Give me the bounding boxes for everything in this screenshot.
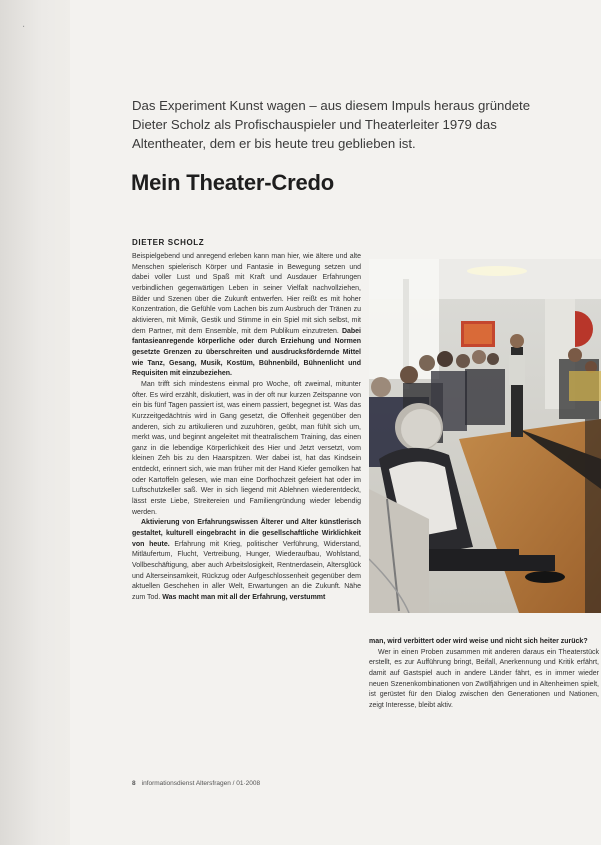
paragraph-3-end-bold: Was macht man mit all der Erfahrung, verstummt: [162, 594, 326, 601]
scan-margin-left: [0, 0, 70, 845]
page-footer: [132, 780, 260, 787]
right-lead: [369, 637, 599, 648]
paragraph-2: Man trifft sich mindestens einmal pro Woche, oft zweimal, mitunter öfter. Es wird erzählt, diskutiert, was in der oft nur kurzen Zeitspanne von ein bis fünf Tagen passiert ist, was einem passiert, begegnet ist. Was das Kurzzeitgedächtnis wird in Gang gesetzt, die Offenheit gegenüber den anderen, sich zu artikulieren und zuzuhören, geübt, man fühlt sich um, merkt was, und beginnt angeleitet mit theatralischem Training, das einen ganz in die lebendige Körperlichkeit des Hier und Jetzt versetzt, vom kleinen Zeh bis zu den Haarspitzen. Wer dabei ist, hat das Kindsein entdeckt, erinnert sich, wie man früher mit der Hand Kiefer gemolken hat oder Kartoffeln gelesen, wie man eine Dorfhochzeit gefeiert hat oder im Luftschutzkeller saß. Wer in sich liegend mit Ablehnen wiederentdeckt, lässt erste Liebe, Streitereien und Familiengründung wieder lebendig werden.: [132, 380, 361, 516]
paragraph-3-bold: Aktivierung von Erfahrungswissen Älterer und Alter künstlerisch gestaltet, kulturell eingebracht in die gesellschaftliche Wirklichkeit von heute.: [132, 519, 361, 548]
photo-illustration: [369, 259, 601, 613]
paragraph-1-bold: Dabei fantasieanregende körperliche oder durch Erziehung und Normen gesetzte Grenzen zu überschreiten und ausdrucksfördernde Mittel wie Tanz, Gesang, Musik, Kostüm, Bühnenbild, Bühnenlicht und Requisiten mit einzubeziehen.: [132, 327, 361, 378]
article-column-left: [132, 252, 361, 740]
paragraph-3: Aktivierung von Erfahrungswissen Älterer und Alter künstlerisch gestaltet, kulturell eingebracht in die gesellschaftliche Wirklichkeit von heute. Erfahrung mit Krieg, politischer Verführung, Widerstand, Mitläufertum, Flucht, Vertreibung, Hunger, Wiederaufbau, Wohlstand, Vollbeschäftigung, aber auch Arbeitslosigkeit, Rentnerdasein, Altersglück und Alterseinsamkeit, Rückzug oder Aufgeschlossenheit gegenüber dem aktuellen Geschehen in aller Welt, Erwartungen an die Zukunft. Nähe zum Tod. Was macht man mit all der Erfahrung, verstummt: [132, 519, 361, 601]
right-lead-bold: man, wird verbittert oder wird weise und nicht sich heiter zurück?: [369, 638, 588, 645]
article-title: Mein Theater-Credo: [131, 170, 334, 195]
intro-paragraph: Das Experiment Kunst wagen – aus diesem Impuls heraus gründete Dieter Scholz als Profischauspieler und Theaterleiter 1979 das Altentheater, dem er bis heute treu geblieben ist.: [132, 98, 531, 151]
author-byline: DIETER SCHOLZ: [132, 238, 205, 247]
page-number: 8: [132, 780, 136, 787]
article-column-right: [369, 637, 599, 747]
right-paragraph-1: Wer in einen Proben zusammen mit anderen daraus ein Theaterstück erstellt, es zur Aufführung bringt, Beifall, Anerkennung und Kritik erfährt, damit auf Gastspiel auch in andere Länder fährt, es in immer wieder neuen Szenenkombinationen von Zwölfjährigen und in Altenheimen spielt, ist gerüstet für den Dialog zwischen den Generationen und Nationen, zeigt Interesse, bleibt aktiv.: [369, 648, 599, 709]
theater-rehearsal-photo: [369, 259, 601, 613]
scan-mark: ·: [22, 22, 26, 33]
journal-name: informationsdienst Altersfragen / 01·2008: [141, 780, 261, 787]
paragraph-1: Beispielgebend und anregend erleben kann man hier, wie ältere und alte Menschen spielerisch Körper und Fantasie in Bewegung setzen und dabei voller Lust und Spaß mit Kraft und Ausdauer Erfahrungen verbindlichen gegenwärtigen Leben in seiner Vielfalt nachvollziehen, Bilder und Szenen über die Zukunft entwerfen. Hier reißt es mit hoher Konzentration, die Gefühle vom Lachen bis zum Ausbruch der Tränen zu aktivieren, mit Mimik, Gestik und Stimme in ein Spiel mit sich selbst, mit dem Partner, mit dem Ensemble, mit dem Publikum einzutreten. Dabei fantasieanregende körperliche oder durch Erziehung und Normen gesetzte Grenzen zu überschreiten und ausdrucksfördernde Mittel wie Tanz, Gesang, Musik, Kostüm, Bühnenbild, Bühnenlicht und Requisiten mit einzubeziehen.: [132, 253, 361, 378]
